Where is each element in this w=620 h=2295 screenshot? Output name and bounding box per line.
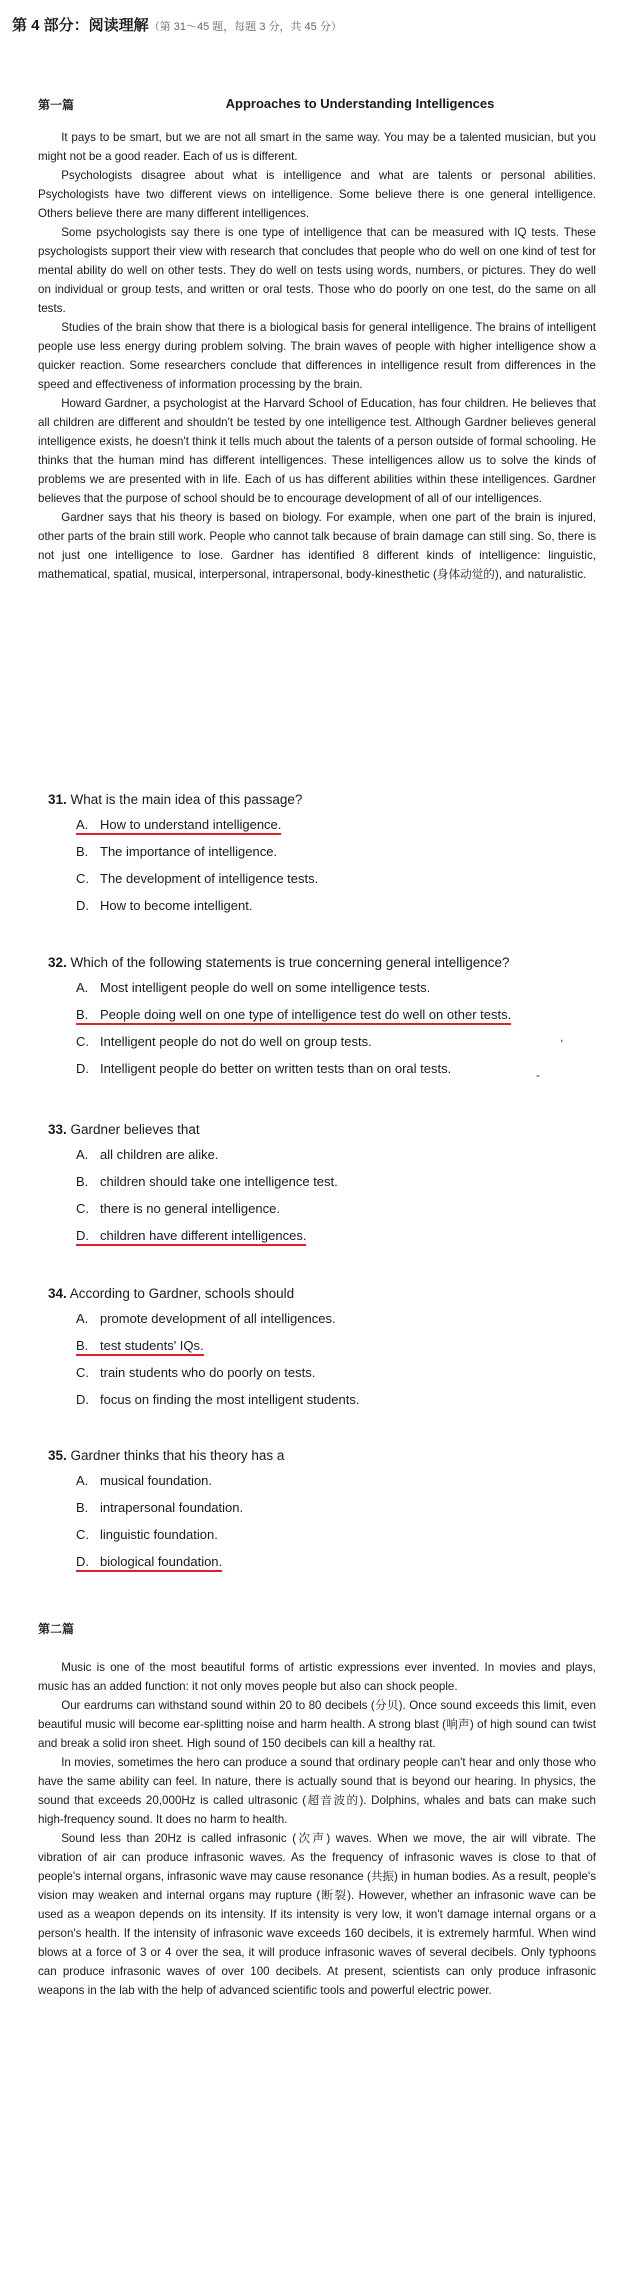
option-a[interactable] [76, 1311, 336, 1326]
passage-2-body [38, 1658, 596, 2000]
option-text: intrapersonal foundation. [100, 1500, 244, 1515]
option-text: train students who do poorly on tests. [100, 1365, 316, 1380]
passage-2-label: 第二篇 [38, 1622, 75, 1636]
option-text: The development of intelligence tests. [100, 871, 319, 886]
option-d[interactable] [76, 1554, 222, 1572]
option-letter: D. [76, 1392, 89, 1407]
option-text: Intelligent people do not do well on group tests. [100, 1034, 372, 1049]
section-heading [12, 14, 342, 35]
option-c[interactable] [76, 1201, 280, 1216]
question-stem [48, 955, 510, 970]
option-letter: C. [76, 1527, 89, 1542]
option-letter: C. [76, 1034, 89, 1049]
option-c[interactable] [76, 871, 318, 886]
option-d[interactable] [76, 898, 252, 913]
option-letter: D. [76, 1061, 89, 1076]
question-number: 32. [48, 955, 67, 970]
question-number: 31. [48, 792, 67, 807]
option-text: How to become intelligent. [100, 898, 253, 913]
section-title-text: 第 4 部分：阅读理解 [12, 17, 149, 34]
passage-1-label: 第一篇 [38, 98, 75, 112]
option-letter: C. [76, 871, 89, 886]
option-a[interactable] [76, 1473, 212, 1488]
passage-1-paragraph: It pays to be smart, but we are not all smart in the same way. You may be a talented musician, but you might not be a good reader. Each of us is different. [38, 131, 596, 163]
option-b[interactable] [76, 1500, 243, 1515]
option-letter: D. [76, 1554, 89, 1569]
question-stem [48, 1286, 294, 1301]
option-d[interactable] [76, 1228, 306, 1246]
option-text: all children are alike. [100, 1147, 219, 1162]
option-letter: D. [76, 1228, 89, 1243]
option-b[interactable] [76, 844, 277, 859]
option-d[interactable] [76, 1061, 451, 1076]
pen-mark: , [560, 1030, 564, 1044]
question-stem [48, 1122, 200, 1137]
passage-1-paragraph: Psychologists disagree about what is intelligence and what are talents or personal abilities. Psychologists have two different views on intelligence. Some believe there is one general intelligence. Others believe there are many different intelligences. [38, 169, 596, 220]
option-text: Intelligent people do better on written tests than on oral tests. [100, 1061, 452, 1076]
option-b[interactable] [76, 1338, 204, 1356]
passage-2-paragraph: In movies, sometimes the hero can produce a sound that ordinary people can't hear and only those who have the same ability can feel. In nature, there is actually sound that is beyond our hearing. In physics, the sound that exceeds 20,000Hz is called ultrasonic (超音波的). Dolphins, whales and bats can make such high-frequency sound. It does no harm to health. [38, 1756, 596, 1826]
option-letter: B. [76, 1338, 89, 1353]
option-c[interactable] [76, 1365, 315, 1380]
passage-1-paragraph: Gardner says that his theory is based on biology. For example, when one part of the brain is injured, other parts of the brain still work. People who cannot talk because of brain damage can still sing. So, there is not just one intelligence to lose. Gardner has identified 8 different kinds of intelligence: linguistic, mathematical, spatial, musical, interpersonal, intrapersonal, body-kinesthetic (身体动觉的), and naturalistic. [38, 511, 596, 581]
option-letter: A. [76, 980, 89, 995]
option-text: musical foundation. [100, 1473, 213, 1488]
passage-2-paragraph: Sound less than 20Hz is called infrasonic (次声) waves. When we move, the air will vibrate. The vibration of air can produce infrasonic waves. As the frequency of infrasonic waves is close to that of people's internal organs, infrasonic wave may cause resonance (共振) in human bodies. As a result, people's vision may weaken and internal organs may rupture (断裂). However, whether an infrasonic wave can be used as a weapon depends on its intensity. If its intensity is very low, it won't damage internal organs or a person's health. If the intensity of infrasonic wave exceeds 160 decibels, it is extremely harmful. When wind blows at a force of 3 or 4 over the sea, it will produce infrasonic waves of several decibels. Only typhoons can produce infrasonic waves of over 100 decibels. At present, scientists can only produce infrasonic weapons in the lab with the help of advanced scientific tools and powerful electric power. [38, 1832, 597, 1997]
option-a[interactable] [76, 980, 430, 995]
question-number: 34. [48, 1286, 67, 1301]
option-text: Most intelligent people do well on some intelligence tests. [100, 980, 431, 995]
option-letter: B. [76, 1174, 89, 1189]
option-letter: D. [76, 898, 89, 913]
option-text: there is no general intelligence. [100, 1201, 280, 1216]
option-text: children should take one intelligence test. [100, 1174, 338, 1189]
option-text: children have different intelligences. [100, 1228, 307, 1243]
option-a[interactable] [76, 1147, 219, 1162]
option-text: How to understand intelligence. [100, 817, 282, 832]
option-letter: A. [76, 1473, 89, 1488]
option-text: biological foundation. [100, 1554, 223, 1569]
section-score-note: （第 31～45 题，每题 3 分，共 45 分） [148, 21, 342, 33]
option-text: focus on finding the most intelligent students. [100, 1392, 360, 1407]
question-stem [48, 792, 302, 807]
option-letter: B. [76, 1007, 89, 1022]
option-letter: C. [76, 1365, 89, 1380]
question-text: What is the main idea of this passage? [70, 792, 303, 807]
option-letter: A. [76, 1311, 89, 1326]
passage-1-body [38, 128, 596, 584]
question-text: Gardner thinks that his theory has a [70, 1448, 285, 1463]
option-d[interactable] [76, 1392, 359, 1407]
option-text: promote development of all intelligences. [100, 1311, 336, 1326]
question-text: Gardner believes that [70, 1122, 200, 1137]
option-letter: A. [76, 1147, 89, 1162]
passage-2-paragraph: Our eardrums can withstand sound within 20 to 80 decibels (分贝). Once sound exceeds this limit, even beautiful music will become ear-splitting noise and harm health. A strong blast (响声) of high sound can twist and break a solid iron sheet. High sound of 150 decibels can kill a healthy rat. [38, 1699, 596, 1750]
option-a[interactable] [76, 817, 281, 835]
option-text: The importance of intelligence. [100, 844, 278, 859]
question-number: 33. [48, 1122, 67, 1137]
option-b[interactable] [76, 1007, 511, 1025]
option-letter: B. [76, 844, 89, 859]
question-text: Which of the following statements is true concerning general intelligence? [70, 955, 510, 970]
option-letter: C. [76, 1201, 89, 1216]
passage-1-title: Approaches to Understanding Intelligences [225, 96, 495, 111]
option-text: People doing well on one type of intelligence test do well on other tests. [100, 1007, 512, 1022]
passage-1-paragraph: Howard Gardner, a psychologist at the Harvard School of Education, has four children. He believes that all children are different and shouldn't be tested by one intelligence test. Although Gardner believes general intelligence exists, he doesn't think it tells much about the talents of a person outside of formal schooling. He thinks that the human mind has different intelligences. These intelligences allow us to solve the kinds of problems we are presented with in life. Each of us has different abilities within these intelligences. Gardner believes that the purpose of school should be to encourage development of all of our intelligences. [38, 397, 596, 505]
question-text: According to Gardner, schools should [69, 1286, 295, 1301]
option-text: linguistic foundation. [100, 1527, 218, 1542]
option-letter: B. [76, 1500, 89, 1515]
passage-1-paragraph: Some psychologists say there is one type of intelligence that can be measured with IQ tests. These psychologists support their view with research that concludes that people who do well on one kind of test for mental ability do well on other tests. They do well on tests using words, numbers, or pictures. They do well on individual or group tests, and written or oral tests. Those who do poorly on one test, do the same on all tests. [38, 226, 596, 315]
option-b[interactable] [76, 1174, 338, 1189]
passage-2-paragraph: Music is one of the most beautiful forms of artistic expressions ever invented. In movies and plays, music has an added function: it not only moves people but also can shock people. [38, 1661, 596, 1693]
passage-1-paragraph: Studies of the brain show that there is a biological basis for general intelligence. The brains of intelligent people use less energy during problem solving. The brain waves of people with higher intelligence show a quicker reaction. Some researchers conclude that differences in intelligence result from differences in the speed and effectiveness of information processing by the brain. [38, 321, 596, 391]
option-c[interactable] [76, 1527, 218, 1542]
question-stem [48, 1448, 284, 1463]
option-letter: A. [76, 817, 89, 832]
question-number: 35. [48, 1448, 67, 1463]
option-c[interactable] [76, 1034, 372, 1049]
pen-mark: - [536, 1068, 540, 1082]
option-text: test students' IQs. [100, 1338, 204, 1353]
